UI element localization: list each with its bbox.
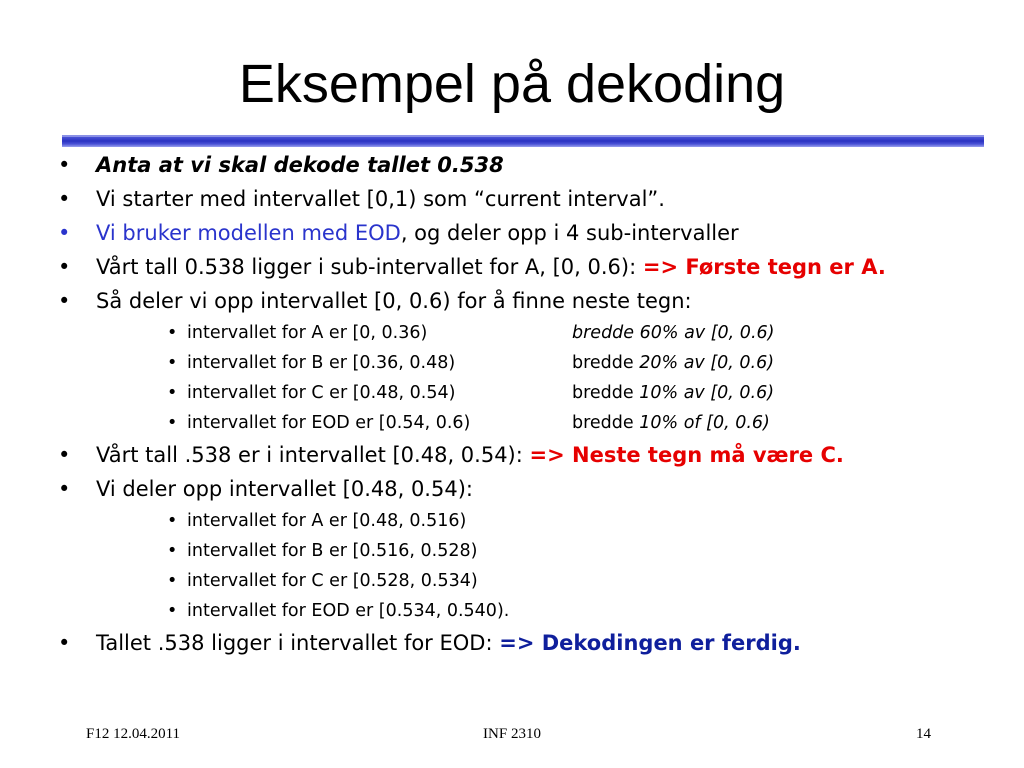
interval-label: intervallet for C er [0.48, 0.54) [187,383,456,403]
bullet-text [96,252,886,282]
bullet-text [96,628,801,658]
bullet-dot: • [58,187,71,211]
bullet-text-main: Vårt tall 0.538 ligger i sub-intervallet for A, [0, 0.6): [96,255,643,279]
bullet-text: Så deler vi opp intervallet [0, 0.6) for å finne neste tegn: [96,289,692,313]
conclusion-text: => Neste tegn må være C. [529,443,844,467]
bullet-dot: • [167,601,178,621]
bullet-text: Anta at vi skal dekode tallet 0.538 [96,153,504,177]
interval-width-note: bredde 60% av [0, 0.6) [572,323,775,343]
bullet-dot: • [167,353,178,373]
bullet-text [96,440,844,470]
bullet-dot: • [58,631,71,655]
bullet-dot: • [167,383,178,403]
title-divider [62,135,984,147]
bullet-text-rest: , og deler opp i 4 sub-intervaller [400,221,739,245]
model-link[interactable]: Vi bruker modellen med EOD [96,221,401,245]
bullet-text-main: Vårt tall .538 er i intervallet [0.48, 0.54): [96,443,530,467]
width-word: bredde [572,383,640,403]
width-value: 20% av [0, 0.6) [639,353,775,373]
conclusion-text: => Dekodingen er ferdig. [499,631,801,655]
bullet-text: Vi deler opp intervallet [0.48, 0.54): [96,477,473,501]
bullet-dot: • [58,443,71,467]
interval-label: intervallet for A er [0.48, 0.516) [187,511,467,531]
bullet-dot: • [167,571,178,591]
width-value: 10% av [0, 0.6) [639,383,775,403]
bullet-dot: • [167,323,178,343]
interval-label: intervallet for C er [0.528, 0.534) [187,571,478,591]
interval-label: intervallet for B er [0.36, 0.48) [187,353,456,373]
bullet-dot: • [167,541,178,561]
bullet-text [96,218,739,248]
bullet-text: Vi starter med intervallet [0,1) som “current interval”. [96,187,665,211]
width-value: 10% of [0, 0.6) [639,413,770,433]
page-number: 14 [916,726,931,742]
interval-width-note [572,380,774,406]
bullet-dot: • [58,255,71,279]
footer-date: F12 12.04.2011 [86,726,181,742]
bullet-text-main: Tallet .538 ligger i intervallet for EOD: [96,631,500,655]
slide-title: Eksempel på dekoding [238,54,786,114]
width-word: bredde [572,353,640,373]
bullet-dot: • [58,477,71,501]
bullet-dot: • [167,511,178,531]
interval-width-note [572,410,770,436]
interval-label: intervallet for EOD er [0.534, 0.540). [187,601,510,621]
bullet-dot: • [58,153,71,177]
interval-label: intervallet for EOD er [0.54, 0.6) [187,413,471,433]
width-word: bredde [572,413,640,433]
interval-width-note [572,350,774,376]
interval-label: intervallet for A er [0, 0.36) [187,323,428,343]
bullet-dot: • [58,289,71,313]
conclusion-text: => Første tegn er A. [642,255,886,279]
bullet-dot: • [167,413,178,433]
bullet-dot: • [58,221,71,245]
footer-course: INF 2310 [483,726,541,742]
interval-label: intervallet for B er [0.516, 0.528) [187,541,478,561]
